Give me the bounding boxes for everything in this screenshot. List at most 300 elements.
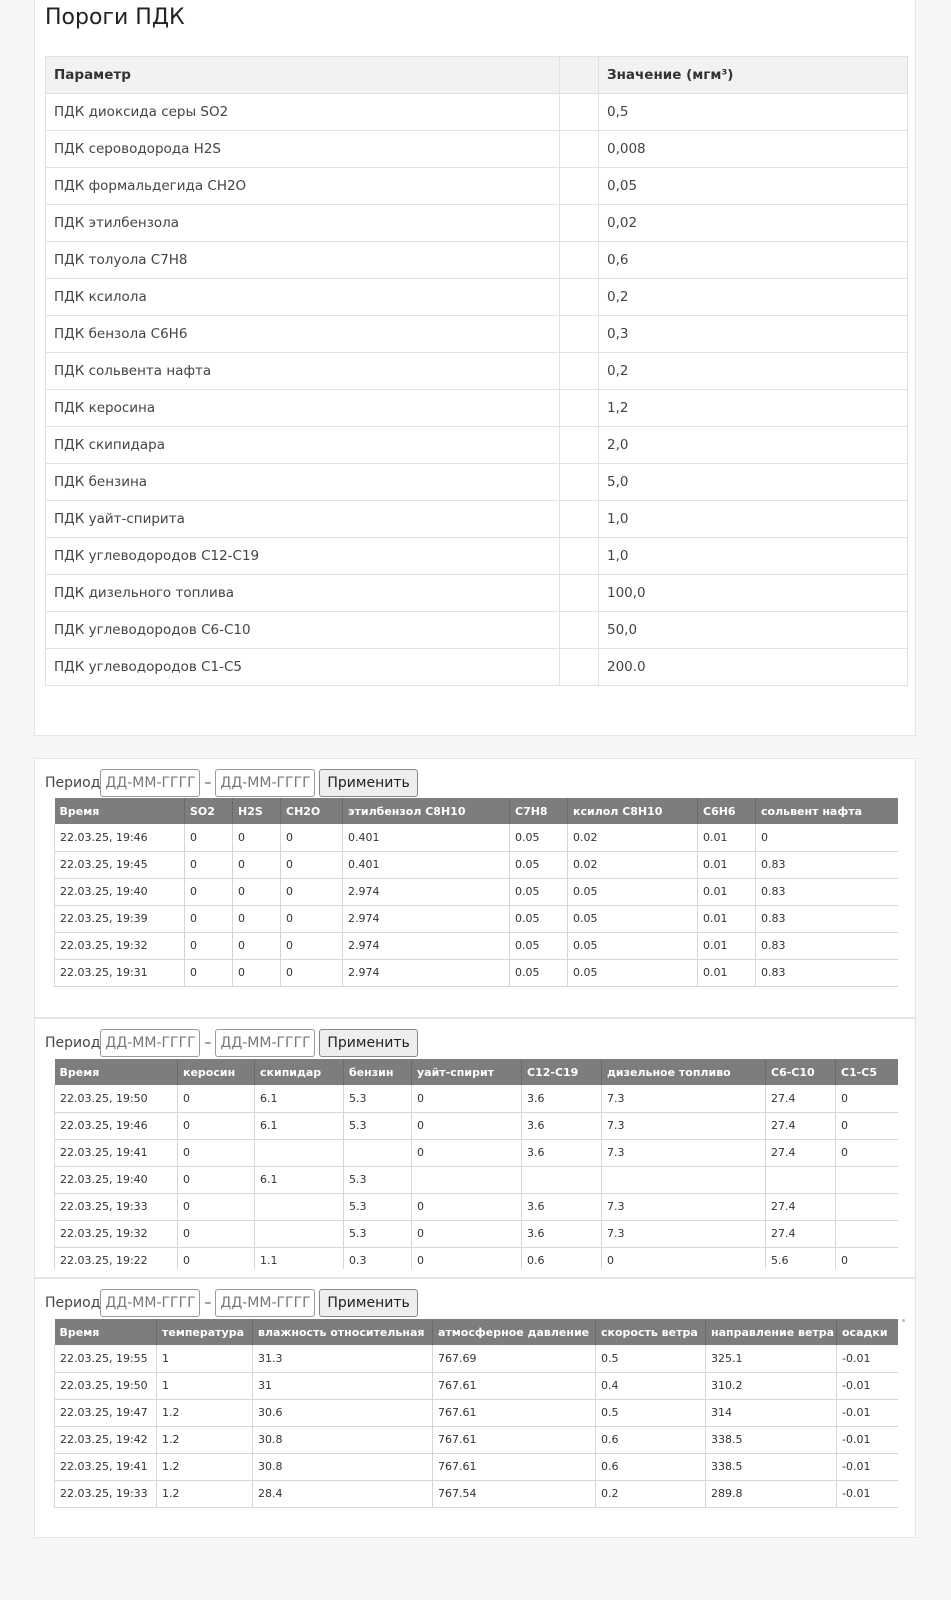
table-cell: 7.3 <box>602 1085 766 1112</box>
table-row <box>55 1372 899 1399</box>
pdk-spacer-cell <box>560 168 599 205</box>
table-cell: 6.1 <box>255 1166 344 1193</box>
table-cell: 22.03.25, 19:46 <box>55 1112 178 1139</box>
table-cell: 0 <box>178 1193 255 1220</box>
table-row <box>55 878 899 905</box>
table-cell: 0.05 <box>568 959 698 986</box>
pdk-spacer-cell <box>560 427 599 464</box>
pdk-spacer-cell <box>560 353 599 390</box>
period-filter <box>45 1289 418 1317</box>
table-cell: 0.02 <box>568 824 698 851</box>
table-cell: 0.01 <box>698 878 756 905</box>
table-cell: 5.3 <box>344 1193 412 1220</box>
table-cell: 1.2 <box>157 1453 253 1480</box>
table-cell: 310.2 <box>706 1372 837 1399</box>
pdk-param-name: ПДК этилбензола <box>46 205 560 242</box>
table-cell: 0 <box>178 1247 255 1269</box>
pdk-row <box>46 279 908 316</box>
table-cell: 22.03.25, 19:50 <box>55 1085 178 1112</box>
table-cell: 22.03.25, 19:40 <box>55 878 185 905</box>
column-header: C1-C5 <box>836 1059 899 1085</box>
pdk-row <box>46 242 908 279</box>
table-cell: 22.03.25, 19:32 <box>55 1220 178 1247</box>
table-cell: 1.2 <box>157 1480 253 1507</box>
table-cell: 0.3 <box>344 1247 412 1269</box>
gases-panel-2 <box>34 1018 916 1278</box>
table-cell: 1.2 <box>157 1426 253 1453</box>
table-cell: 0 <box>281 932 343 959</box>
table-cell: 0 <box>233 905 281 932</box>
table-cell: 22.03.25, 19:41 <box>55 1139 178 1166</box>
pdk-header-value: Значение (мгм³) <box>599 57 908 94</box>
table-cell: 22.03.25, 19:47 <box>55 1399 157 1426</box>
pdk-row <box>46 575 908 612</box>
table-cell: 7.3 <box>602 1193 766 1220</box>
column-header: уайт-спирит <box>412 1059 522 1085</box>
pdk-spacer-cell <box>560 612 599 649</box>
pdk-row <box>46 131 908 168</box>
scroll-indicator <box>902 1319 905 1322</box>
table-cell: 30.8 <box>253 1426 433 1453</box>
table-cell: -0.01 <box>837 1453 899 1480</box>
table-cell: 0.83 <box>756 905 899 932</box>
gases-table-1 <box>54 798 898 987</box>
pdk-row <box>46 649 908 686</box>
column-header: ксилол C8H10 <box>568 798 698 824</box>
pdk-row <box>46 353 908 390</box>
table-cell: 2.974 <box>343 878 510 905</box>
table-cell: 0.05 <box>510 905 568 932</box>
table-cell: 0.05 <box>568 932 698 959</box>
date-from-input[interactable] <box>100 769 200 797</box>
table-cell <box>836 1166 899 1193</box>
table-cell: 5.3 <box>344 1220 412 1247</box>
table-cell: 0.83 <box>756 878 899 905</box>
pdk-title: Пороги ПДК <box>45 5 185 30</box>
table-row <box>55 1166 899 1193</box>
gases-table-scroll-2[interactable] <box>54 1059 898 1269</box>
table-cell: 0 <box>233 851 281 878</box>
table-cell: 0 <box>412 1085 522 1112</box>
table-cell: 767.54 <box>433 1480 596 1507</box>
pdk-spacer-cell <box>560 205 599 242</box>
pdk-param-value: 0,02 <box>599 205 908 242</box>
table-cell: 0 <box>836 1085 899 1112</box>
pdk-param-name: ПДК толуола С7Н8 <box>46 242 560 279</box>
table-cell: 1.2 <box>157 1399 253 1426</box>
pdk-param-value: 100,0 <box>599 575 908 612</box>
table-cell: 0.05 <box>568 878 698 905</box>
table-row <box>55 1426 899 1453</box>
pdk-row <box>46 538 908 575</box>
table-cell: 0 <box>185 959 233 986</box>
table-cell: 0.83 <box>756 851 899 878</box>
table-cell <box>412 1166 522 1193</box>
table-row <box>55 1247 899 1269</box>
column-header: C6-C10 <box>766 1059 836 1085</box>
table-cell: 0.01 <box>698 851 756 878</box>
table-cell: 22.03.25, 19:32 <box>55 932 185 959</box>
table-header-row <box>55 798 899 824</box>
pdk-spacer-cell <box>560 575 599 612</box>
table-header-row <box>55 1059 899 1085</box>
table-cell <box>602 1166 766 1193</box>
date-from-input[interactable] <box>100 1029 200 1057</box>
table-cell: 767.61 <box>433 1399 596 1426</box>
table-cell: 0.401 <box>343 824 510 851</box>
date-to-input[interactable] <box>215 1029 315 1057</box>
column-header: керосин <box>178 1059 255 1085</box>
table-cell: 0.01 <box>698 932 756 959</box>
column-header: сольвент нафта <box>756 798 899 824</box>
table-cell: 22.03.25, 19:22 <box>55 1247 178 1269</box>
table-cell: -0.01 <box>837 1426 899 1453</box>
column-header: направление ветра <box>706 1319 837 1345</box>
pdk-param-name: ПДК сольвента нафта <box>46 353 560 390</box>
table-cell: 0 <box>836 1247 899 1269</box>
table-cell: 0.401 <box>343 851 510 878</box>
table-cell <box>255 1139 344 1166</box>
apply-button[interactable]: Применить <box>319 1289 417 1317</box>
pdk-header-row <box>46 57 908 94</box>
gases-table-2 <box>54 1059 898 1269</box>
table-header-row <box>55 1319 899 1345</box>
column-header: осадки <box>837 1319 899 1345</box>
pdk-header-spacer <box>560 57 599 94</box>
pdk-param-value: 0,008 <box>599 131 908 168</box>
pdk-thresholds-card <box>34 0 916 736</box>
table-cell: 2.974 <box>343 905 510 932</box>
table-cell: 27.4 <box>766 1085 836 1112</box>
table-row <box>55 1345 899 1372</box>
table-cell: 0 <box>412 1247 522 1269</box>
table-cell: 31.3 <box>253 1345 433 1372</box>
table-cell: 0.4 <box>596 1372 706 1399</box>
apply-button[interactable]: Применить <box>319 1029 417 1057</box>
table-cell: 0.05 <box>510 932 568 959</box>
table-cell: 0.01 <box>698 905 756 932</box>
table-cell: 0 <box>185 905 233 932</box>
table-cell: 7.3 <box>602 1112 766 1139</box>
table-cell: -0.01 <box>837 1372 899 1399</box>
period-label: Период <box>45 1295 101 1311</box>
table-cell: 3.6 <box>522 1112 602 1139</box>
table-cell: 0 <box>281 959 343 986</box>
table-row <box>55 1220 899 1247</box>
date-range-dash: – <box>204 1035 212 1051</box>
pdk-param-value: 0,6 <box>599 242 908 279</box>
table-cell: 0.6 <box>522 1247 602 1269</box>
table-cell: 0 <box>178 1220 255 1247</box>
column-header: бензин <box>344 1059 412 1085</box>
table-cell: 22.03.25, 19:41 <box>55 1453 157 1480</box>
table-cell: 0 <box>185 932 233 959</box>
date-to-input[interactable] <box>215 769 315 797</box>
table-cell: 0 <box>185 878 233 905</box>
table-cell: 30.8 <box>253 1453 433 1480</box>
table-row <box>55 1193 899 1220</box>
meteo-table <box>54 1319 898 1508</box>
table-row <box>55 959 899 986</box>
table-cell: 0 <box>602 1247 766 1269</box>
table-cell: 767.61 <box>433 1453 596 1480</box>
table-cell: 0 <box>178 1166 255 1193</box>
table-cell: 7.3 <box>602 1220 766 1247</box>
pdk-header-param: Параметр <box>46 57 560 94</box>
pdk-row <box>46 464 908 501</box>
table-cell: 5.3 <box>344 1085 412 1112</box>
table-cell: 5.6 <box>766 1247 836 1269</box>
table-row <box>55 1480 899 1507</box>
table-row <box>55 932 899 959</box>
table-cell: 0 <box>185 851 233 878</box>
pdk-spacer-cell <box>560 316 599 353</box>
table-cell: 6.1 <box>255 1085 344 1112</box>
table-cell: 22.03.25, 19:40 <box>55 1166 178 1193</box>
pdk-param-name: ПДК бензина <box>46 464 560 501</box>
pdk-param-name: ПДК сероводорода H2S <box>46 131 560 168</box>
table-cell: 1 <box>157 1345 253 1372</box>
pdk-row <box>46 427 908 464</box>
pdk-spacer-cell <box>560 242 599 279</box>
pdk-param-value: 1,0 <box>599 501 908 538</box>
table-cell: 0.01 <box>698 824 756 851</box>
table-cell: 0.01 <box>698 959 756 986</box>
table-cell: 0 <box>233 878 281 905</box>
pdk-row <box>46 205 908 242</box>
date-from-input[interactable] <box>100 1289 200 1317</box>
table-cell: 0.83 <box>756 959 899 986</box>
table-cell: 338.5 <box>706 1426 837 1453</box>
date-to-input[interactable] <box>215 1289 315 1317</box>
table-cell: 3.6 <box>522 1220 602 1247</box>
table-cell: 0 <box>178 1139 255 1166</box>
table-cell: 1.1 <box>255 1247 344 1269</box>
pdk-param-name: ПДК дизельного топлива <box>46 575 560 612</box>
pdk-spacer-cell <box>560 279 599 316</box>
table-cell <box>836 1193 899 1220</box>
table-cell: 0.05 <box>568 905 698 932</box>
table-cell: 0.2 <box>596 1480 706 1507</box>
date-range-dash: – <box>204 1295 212 1311</box>
table-cell: 0 <box>836 1112 899 1139</box>
table-cell: 0 <box>233 824 281 851</box>
table-cell: 22.03.25, 19:31 <box>55 959 185 986</box>
period-label: Период <box>45 775 101 791</box>
column-header: влажность относительная <box>253 1319 433 1345</box>
table-row <box>55 1112 899 1139</box>
table-cell: 22.03.25, 19:55 <box>55 1345 157 1372</box>
table-cell: 767.61 <box>433 1372 596 1399</box>
column-header: C6H6 <box>698 798 756 824</box>
table-cell <box>344 1139 412 1166</box>
table-cell: 0 <box>233 959 281 986</box>
table-cell: 0 <box>178 1112 255 1139</box>
pdk-param-value: 1,0 <box>599 538 908 575</box>
table-cell: 3.6 <box>522 1085 602 1112</box>
table-cell: 0 <box>185 824 233 851</box>
pdk-param-value: 0,05 <box>599 168 908 205</box>
period-filter <box>45 1029 418 1057</box>
pdk-param-value: 200.0 <box>599 649 908 686</box>
table-cell: 0.6 <box>596 1453 706 1480</box>
pdk-param-name: ПДК ксилола <box>46 279 560 316</box>
pdk-spacer-cell <box>560 464 599 501</box>
table-cell: 3.6 <box>522 1139 602 1166</box>
table-cell: 2.974 <box>343 959 510 986</box>
table-cell: 27.4 <box>766 1193 836 1220</box>
table-row <box>55 905 899 932</box>
table-cell: 0.05 <box>510 851 568 878</box>
table-cell: 3.6 <box>522 1193 602 1220</box>
table-cell: -0.01 <box>837 1399 899 1426</box>
pdk-row <box>46 316 908 353</box>
pdk-row <box>46 94 908 131</box>
table-cell: 0 <box>412 1112 522 1139</box>
table-cell: 0 <box>281 905 343 932</box>
table-cell: 0.6 <box>596 1426 706 1453</box>
table-cell: 0.5 <box>596 1345 706 1372</box>
pdk-param-value: 0,2 <box>599 279 908 316</box>
column-header: Время <box>55 1319 157 1345</box>
table-cell: 0 <box>233 932 281 959</box>
pdk-spacer-cell <box>560 649 599 686</box>
table-cell: 5.3 <box>344 1166 412 1193</box>
pdk-param-value: 1,2 <box>599 390 908 427</box>
table-cell: 6.1 <box>255 1112 344 1139</box>
table-cell: 2.974 <box>343 932 510 959</box>
pdk-param-value: 0,5 <box>599 94 908 131</box>
column-header: Время <box>55 798 185 824</box>
period-filter <box>45 769 418 797</box>
table-cell: 0 <box>281 851 343 878</box>
table-row <box>55 1139 899 1166</box>
pdk-param-value: 0,2 <box>599 353 908 390</box>
pdk-param-value: 2,0 <box>599 427 908 464</box>
gases-panel-1 <box>34 758 916 1018</box>
table-cell <box>255 1220 344 1247</box>
pdk-param-name: ПДК формальдегида CH2O <box>46 168 560 205</box>
meteo-table-scroll[interactable] <box>54 1319 898 1529</box>
apply-button[interactable]: Применить <box>319 769 417 797</box>
pdk-row <box>46 390 908 427</box>
column-header: скипидар <box>255 1059 344 1085</box>
table-cell: 0 <box>412 1193 522 1220</box>
table-cell: 325.1 <box>706 1345 837 1372</box>
table-cell: 0.83 <box>756 932 899 959</box>
table-cell: 22.03.25, 19:42 <box>55 1426 157 1453</box>
table-cell: 0 <box>412 1139 522 1166</box>
table-cell: 31 <box>253 1372 433 1399</box>
column-header: C7H8 <box>510 798 568 824</box>
table-cell <box>766 1166 836 1193</box>
gases-table-scroll-1[interactable] <box>54 798 898 1008</box>
pdk-param-value: 50,0 <box>599 612 908 649</box>
pdk-spacer-cell <box>560 94 599 131</box>
table-cell: -0.01 <box>837 1480 899 1507</box>
table-cell: 22.03.25, 19:45 <box>55 851 185 878</box>
table-row <box>55 851 899 878</box>
table-cell: 27.4 <box>766 1220 836 1247</box>
pdk-param-name: ПДК уайт-спирита <box>46 501 560 538</box>
table-row <box>55 824 899 851</box>
pdk-param-name: ПДК углеводородов С1-С5 <box>46 649 560 686</box>
pdk-spacer-cell <box>560 501 599 538</box>
table-cell: 0.05 <box>510 878 568 905</box>
pdk-param-name: ПДК керосина <box>46 390 560 427</box>
column-header: Время <box>55 1059 178 1085</box>
pdk-spacer-cell <box>560 131 599 168</box>
table-row <box>55 1085 899 1112</box>
column-header: SO2 <box>185 798 233 824</box>
table-cell: 22.03.25, 19:46 <box>55 824 185 851</box>
table-cell: 0 <box>836 1139 899 1166</box>
table-cell <box>836 1220 899 1247</box>
table-cell: 0 <box>412 1220 522 1247</box>
pdk-spacer-cell <box>560 390 599 427</box>
table-cell: 22.03.25, 19:33 <box>55 1480 157 1507</box>
table-cell: 22.03.25, 19:39 <box>55 905 185 932</box>
pdk-param-name: ПДК углеводородов С12-С19 <box>46 538 560 575</box>
pdk-spacer-cell <box>560 538 599 575</box>
pdk-param-name: ПДК скипидара <box>46 427 560 464</box>
column-header: этилбензол C8H10 <box>343 798 510 824</box>
table-cell: 0 <box>281 824 343 851</box>
table-row <box>55 1399 899 1426</box>
pdk-table <box>45 56 908 686</box>
pdk-row <box>46 168 908 205</box>
date-range-dash: – <box>204 775 212 791</box>
column-header: CH2O <box>281 798 343 824</box>
table-cell: 0 <box>281 878 343 905</box>
table-cell: 767.61 <box>433 1426 596 1453</box>
column-header: температура <box>157 1319 253 1345</box>
table-cell: 0 <box>178 1085 255 1112</box>
pdk-param-name: ПДК диоксида серы SO2 <box>46 94 560 131</box>
pdk-param-value: 0,3 <box>599 316 908 353</box>
table-cell: 0 <box>756 824 899 851</box>
table-cell: 314 <box>706 1399 837 1426</box>
table-cell: 5.3 <box>344 1112 412 1139</box>
column-header: H2S <box>233 798 281 824</box>
pdk-param-name: ПДК бензола С6Н6 <box>46 316 560 353</box>
meteo-panel <box>34 1278 916 1538</box>
table-cell: -0.01 <box>837 1345 899 1372</box>
table-cell: 767.69 <box>433 1345 596 1372</box>
table-cell <box>522 1166 602 1193</box>
column-header: C12-C19 <box>522 1059 602 1085</box>
table-cell: 289.8 <box>706 1480 837 1507</box>
table-cell: 0.5 <box>596 1399 706 1426</box>
table-cell: 28.4 <box>253 1480 433 1507</box>
table-cell: 27.4 <box>766 1139 836 1166</box>
table-cell: 0.05 <box>510 959 568 986</box>
table-cell <box>255 1193 344 1220</box>
table-cell: 30.6 <box>253 1399 433 1426</box>
table-cell: 338.5 <box>706 1453 837 1480</box>
column-header: атмосферное давление <box>433 1319 596 1345</box>
column-header: дизельное топливо <box>602 1059 766 1085</box>
table-cell: 7.3 <box>602 1139 766 1166</box>
table-cell: 0.02 <box>568 851 698 878</box>
column-header: скорость ветра <box>596 1319 706 1345</box>
table-cell: 22.03.25, 19:33 <box>55 1193 178 1220</box>
table-cell: 27.4 <box>766 1112 836 1139</box>
pdk-row <box>46 612 908 649</box>
table-cell: 0.05 <box>510 824 568 851</box>
table-cell: 1 <box>157 1372 253 1399</box>
period-label: Период <box>45 1035 101 1051</box>
